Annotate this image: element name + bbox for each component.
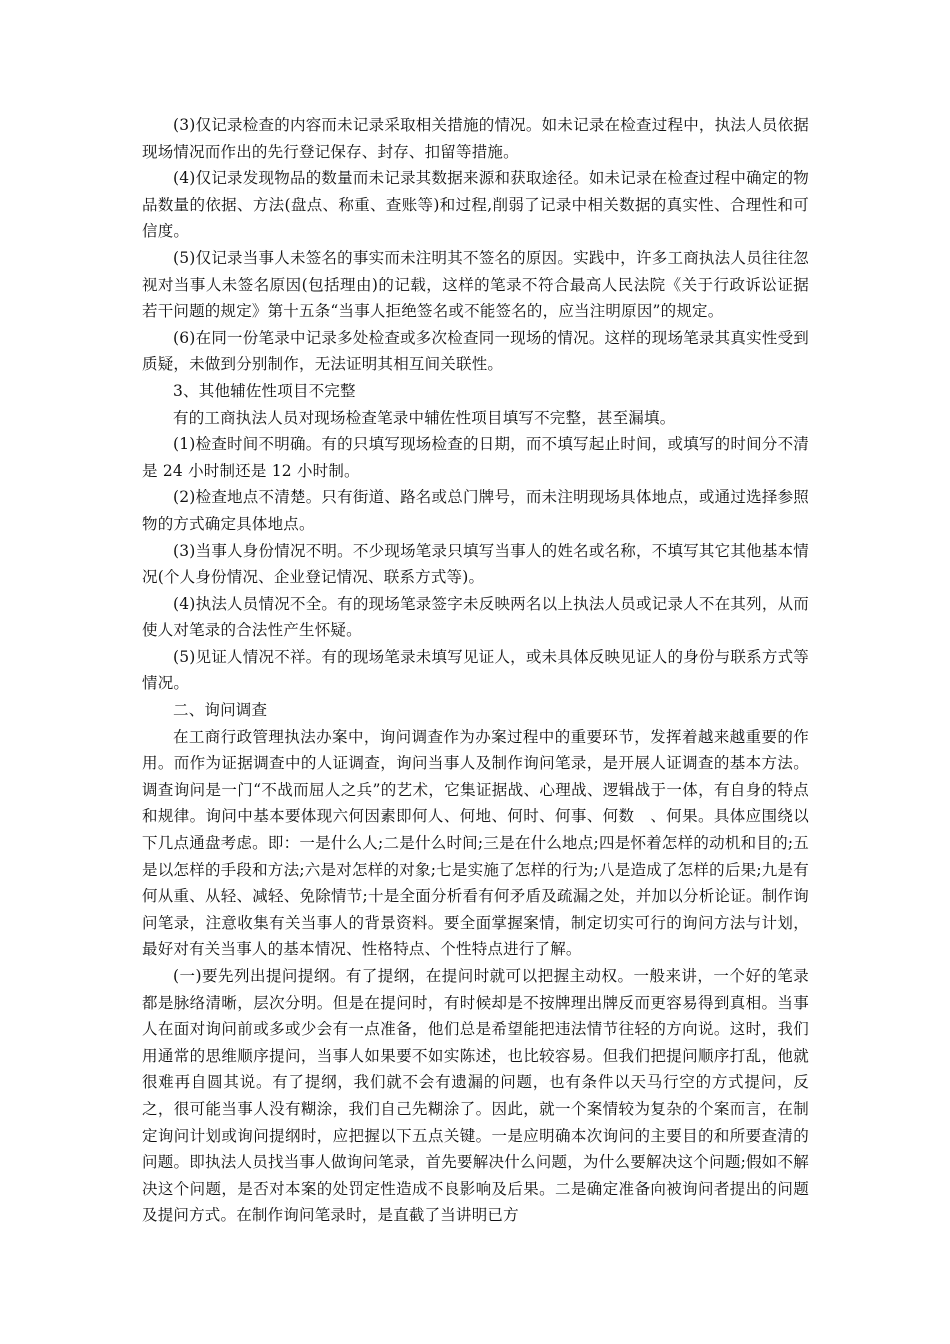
paragraph: (4)执法人员情况不全。有的现场笔录签字未反映两名以上执法人员或记录人不在其列，从而使人对笔录的合法性产生怀疑。 <box>142 594 809 640</box>
document-body <box>142 112 809 1229</box>
paragraph: (3)当事人身份情况不明。不少现场笔录只填写当事人的姓名或名称，不填写其它其他基本情况(个人身份情况、企业登记情况、联系方式等)。 <box>142 541 809 587</box>
paragraph: (一)要先列出提问提纲。有了提纲，在提问时就可以把握主动权。一般来讲，一个好的笔录都是脉络清晰，层次分明。但是在提问时，有时候却是不按牌理出牌反而更容易得到真相。当事人在面对询问前或多或少会有一点准备，他们总是希望能把违法情节往轻的方向说。这时，我们用通常的思维顺序提问，当事人如果要不如实陈述，也比较容易。但我们把提问顺序打乱，他就很难再自圆其说。有了提纲，我们就不会有遗漏的问题，也有条件以天马行空的方式提问，反之，很可能当事人没有糊涂，我们自己先糊涂了。因此，就一个案情较为复杂的个案而言，在制定询问计划或询问提纲时，应把握以下五点关键。一是应明确本次询问的主要目的和所要查清的问题。即执法人员找当事人做询问笔录，首先要解决什么问题，为什么要解决这个问题;假如不解决这个问题，是否对本案的处罚定性造成不良影响及后果。二是确定准备向被询问者提出的问题及提问方式。在制作询问笔录时，是直截了当讲明已方 <box>142 967 809 1225</box>
paragraph: (1)检查时间不明确。有的只填写现场检查的日期，而不填写起止时间，或填写的时间分不清是 24 小时制还是 12 小时制。 <box>142 435 809 480</box>
paragraph: (4)仅记录发现物品的数量而未记录其数据来源和获取途径。如未记录在检查过程中确定的物品数量的依据、方法(盘点、称重、查账等)和过程,削弱了记录中相关数据的真实性、合理性和可信度。 <box>142 169 809 241</box>
paragraph: (5)见证人情况不祥。有的现场笔录未填写见证人，或未具体反映见证人的身份与联系方式等情况。 <box>142 647 809 693</box>
section-heading: 二、询问调查 <box>173 701 268 720</box>
paragraph: (5)仅记录当事人未签名的事实而未注明其不签名的原因。实践中，许多工商执法人员往往忽视对当事人未签名原因(包括理由)的记载，这样的笔录不符合最高人民法院《关于行政诉讼证据若干问题的规定》第十五条“当事人拒绝签名或不能签名的，应当注明原因”的规定。 <box>142 248 809 321</box>
paragraph: (6)在同一份笔录中记录多处检查或多次检查同一现场的情况。这样的现场笔录其真实性受到质疑，未做到分别制作，无法证明其相互间关联性。 <box>142 328 809 374</box>
section-heading: 3、其他辅佐性项目不完整 <box>173 381 356 400</box>
paragraph: (2)检查地点不清楚。只有街道、路名或总门牌号，而未注明现场具体地点，或通过选择参照物的方式确定具体地点。 <box>142 488 809 533</box>
paragraph: 有的工商执法人员对现场检查笔录中辅佐性项目填写不完整，甚至漏填。 <box>173 408 676 427</box>
paragraph: (3)仅记录检查的内容而未记录采取相关措施的情况。如未记录在检查过程中，执法人员依据现场情况而作出的先行登记保存、封存、扣留等措施。 <box>142 116 809 161</box>
paragraph: 在工商行政管理执法办案中，询问调查作为办案过程中的重要环节，发挥着越来越重要的作用。而作为证据调查中的人证调查，询问当事人及制作询问笔录，是开展人证调查的基本方法。调查询问是一门“不战而屈人之兵”的艺术，它集证据战、心理战、逻辑战于一体，有自身的特点和规律。询问中基本要体现六何因素即何人、何地、何时、何事、何数 、何果。具体应围绕以下几点通盘考虑。即：一是什么人;二是什么时间;三是在什么地点;四是怀着怎样的动机和目的;五是以怎样的手段和方法;六是对怎样的对象;七是实施了怎样的行为;八是造成了怎样的后果;九是有何从重、从轻、减轻、免除情节;十是全面分析看有何矛盾及疏漏之处，并加以分析论证。制作询问笔录，注意收集有关当事人的背景资料。要全面掌握案情，制定切实可行的询问方法与计划，最好对有关当事人的基本情况、性格特点、个性特点进行了解。 <box>142 727 809 959</box>
